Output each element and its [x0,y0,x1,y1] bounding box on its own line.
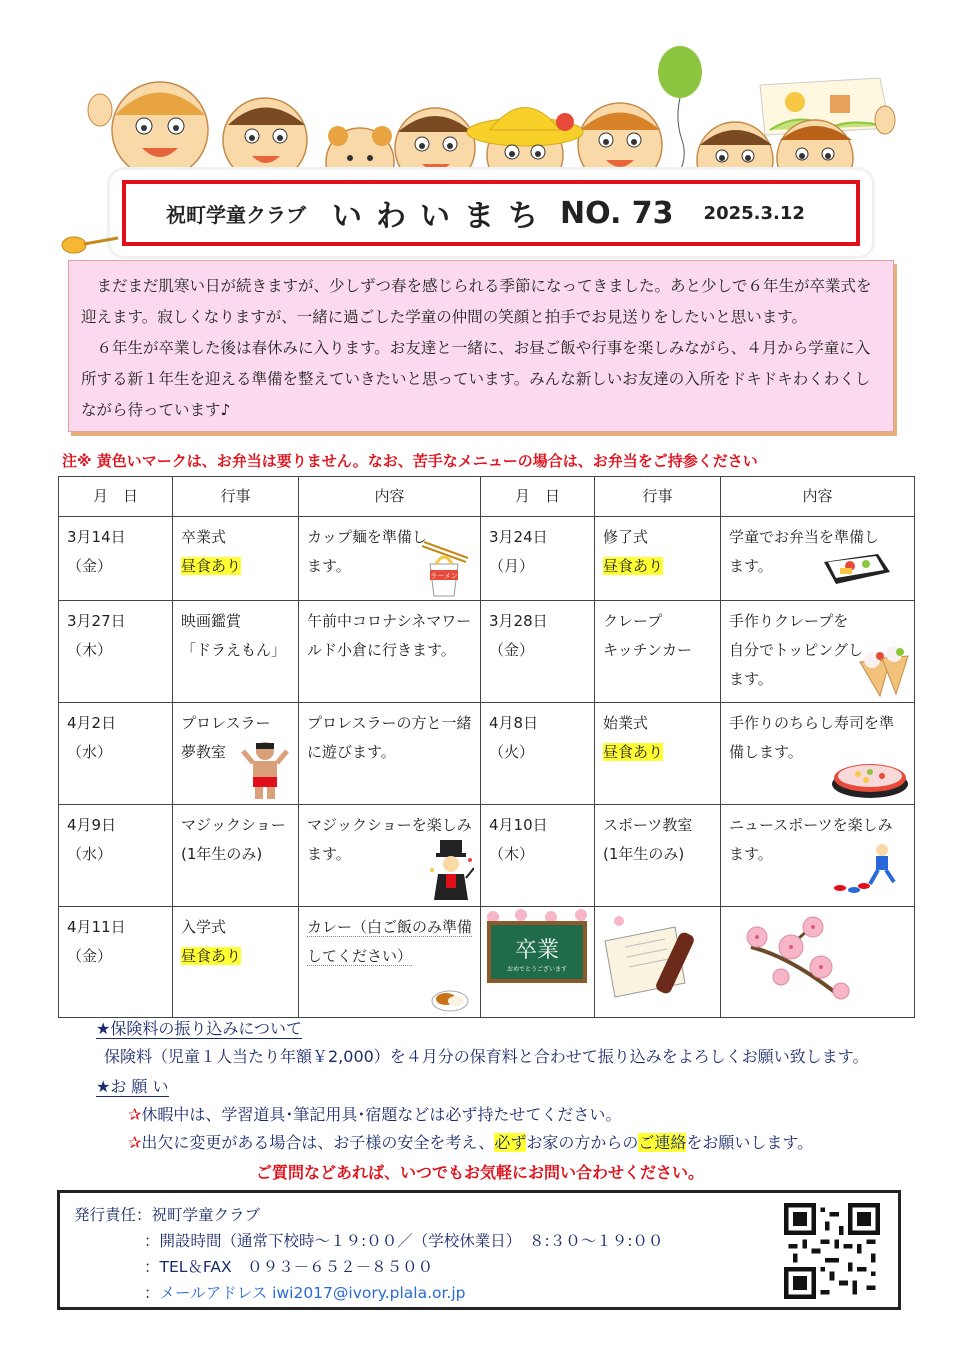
desc-cell: ニュースポーツを楽しみます。 [721,805,915,907]
event-cell: マジックショー (1年生のみ) [173,805,299,907]
event-cell: スポーツ教室 (1年生のみ) [595,805,721,907]
request-item-1: ✰休暇中は、学習道具･筆記用具･宿題などは必ず持たせてください。 [128,1105,622,1124]
date-cell: 4月9日 （水） [59,805,173,907]
table-row [59,601,915,703]
curry-icon [430,985,470,1013]
lunch-badge: 昼食あり [603,557,664,575]
date-cell: 3月24日 （月） [481,517,595,601]
date-cell: 3月27日 （木） [59,601,173,703]
lunch-badge: 昼食あり [181,557,242,575]
desc-cell: カレー（白ご飯のみ準備してください） [299,907,481,1018]
spoon-icon [60,232,120,258]
date-cell: 3月28日 （金） [481,601,595,703]
table-row [59,805,915,907]
svg-text:卒業: 卒業 [514,938,560,963]
date-cell: 4月8日 （火） [481,703,595,805]
insurance-text: 保険料（児童１人当たり年額￥2,000）を４月分の保育料と合わせて振り込みをよろしくお願い致します。 [104,1047,869,1066]
header-event-left: 行事 [173,477,299,517]
lunch-badge: 昼食あり [181,947,242,965]
club-name: 祝町学童クラブ [166,202,306,227]
event-cell: 卒業式 昼食あり [173,517,299,601]
cup-noodle-icon [414,540,474,598]
title-border [122,180,860,246]
header-desc-right: 内容 [721,477,915,517]
desc-cell: プロレスラーの方と一緒に遊びます。 [299,703,481,805]
star-icon: ✰ [128,1105,142,1124]
crepe-icon [850,642,912,698]
desc-cell: マジックショーを楽しみます。 [299,805,481,907]
cherry-blossom-icon [721,907,861,1007]
date-cell: 4月11日 （金） [59,907,173,1018]
star-icon: ✰ [128,1133,142,1152]
sports-icon [832,842,906,896]
schedule-table [58,476,915,1018]
desc-cell: カップ麺を準備します。 ラーメン [299,517,481,601]
mail-line: ：メールアドレス iwi2017@ivory.plala.or.jp [144,1284,466,1302]
table-header-row [59,477,915,517]
table-row [59,703,915,805]
graduation-board-cell [481,907,595,1018]
insurance-heading: ★保険料の振り込みについて [96,1019,303,1038]
lunch-note: 注※ 黄色いマークは、お弁当は要りません。なお、苦手なメニューの場合は、お弁当をご持参ください [62,452,758,470]
desc-cell: 手作りのちらし寿司を準備します。 [721,703,915,805]
hours-line: ：開設時間（通常下校時～１９:００／（学校休業日） ８:３０～１９:００ [144,1232,664,1250]
event-cell: 映画鑑賞 「ドラえもん」 [173,601,299,703]
event-cell: 始業式 昼食あり [595,703,721,805]
header-date-left: 月 日 [59,477,173,517]
date-cell: 3月14日 （金） [59,517,173,601]
desc-cell: 手作りクレープを自分でトッピングします。 [721,601,915,703]
svg-text:おめでとうございます: おめでとうございます [506,966,568,973]
cherry-blossom-cell [721,907,915,1018]
desc-cell: 学童でお弁当を準備します。 [721,517,915,601]
email-link[interactable]: メールアドレス iwi2017@ivory.plala.or.jp [159,1284,466,1302]
chirashi-sushi-icon [830,756,910,800]
tel-line: ：TEL＆FAX ０９３－６５２－８５００ [144,1258,434,1276]
table-row [59,907,915,1018]
qr-code[interactable] [784,1203,880,1299]
date-cell: 4月10日 （木） [481,805,595,907]
publisher-line: 発行責任：祝町学童クラブ [74,1206,261,1224]
header-date-right: 月 日 [481,477,595,517]
magician-icon [428,838,474,904]
wrestler-icon [241,739,289,801]
event-cell: 入学式 昼食あり [173,907,299,1018]
publisher-info [57,1190,901,1310]
lunch-badge: 昼食あり [603,743,664,761]
issue-date: 2025.3.12 [703,202,805,224]
title-frame [110,170,872,256]
intro-message [68,260,894,432]
newsletter-title: いわいまち [332,199,552,234]
bento-box-icon [820,548,892,590]
desc-cell: 午前中コロナシネマワールド小倉に行きます。 [299,601,481,703]
event-cell: 修了式 昼食あり [595,517,721,601]
intro-paragraph-1: まだまだ肌寒い日が続きますが、少しずつ春を感じられる季節になってきました。あと少しで６年生が卒業式を迎えます。寂しくなりますが、一緒に過ごした学童の仲間の笑顔と拍手でお見送りをしたいと思います。 [81,277,872,326]
requests-heading: ★お 願 い [96,1077,169,1096]
contact-invitation: ご質問などあれば、いつでもお気軽にお問い合わせください。 [255,1163,704,1182]
date-cell: 4月2日 （水） [59,703,173,805]
intro-paragraph-2: ６年生が卒業した後は春休みに入ります。お友達と一緒に、お昼ご飯や行事を楽しみながら、４月から学童に入所する新１年生を迎える準備を整えていきたいと思っています。みんな新しいお友達の入所をドキドキわくわくしながら待っています♪ [81,339,871,419]
table-row [59,517,915,601]
header-event-right: 行事 [595,477,721,517]
event-cell: クレープ キッチンカー [595,601,721,703]
request-item-2: ✰出欠に変更がある場合は、お子様の安全を考え、必ずお家の方からのご連絡をお願いします。 [128,1133,814,1152]
header-desc-left: 内容 [299,477,481,517]
svg-text:ラーメン: ラーメン [430,572,458,580]
graduation-board-illustration [481,907,593,1007]
issue-number: NO. 73 [560,195,674,231]
diploma-icon [595,907,707,1007]
diploma-cell [595,907,721,1018]
event-cell: プロレスラー 夢教室 [173,703,299,805]
